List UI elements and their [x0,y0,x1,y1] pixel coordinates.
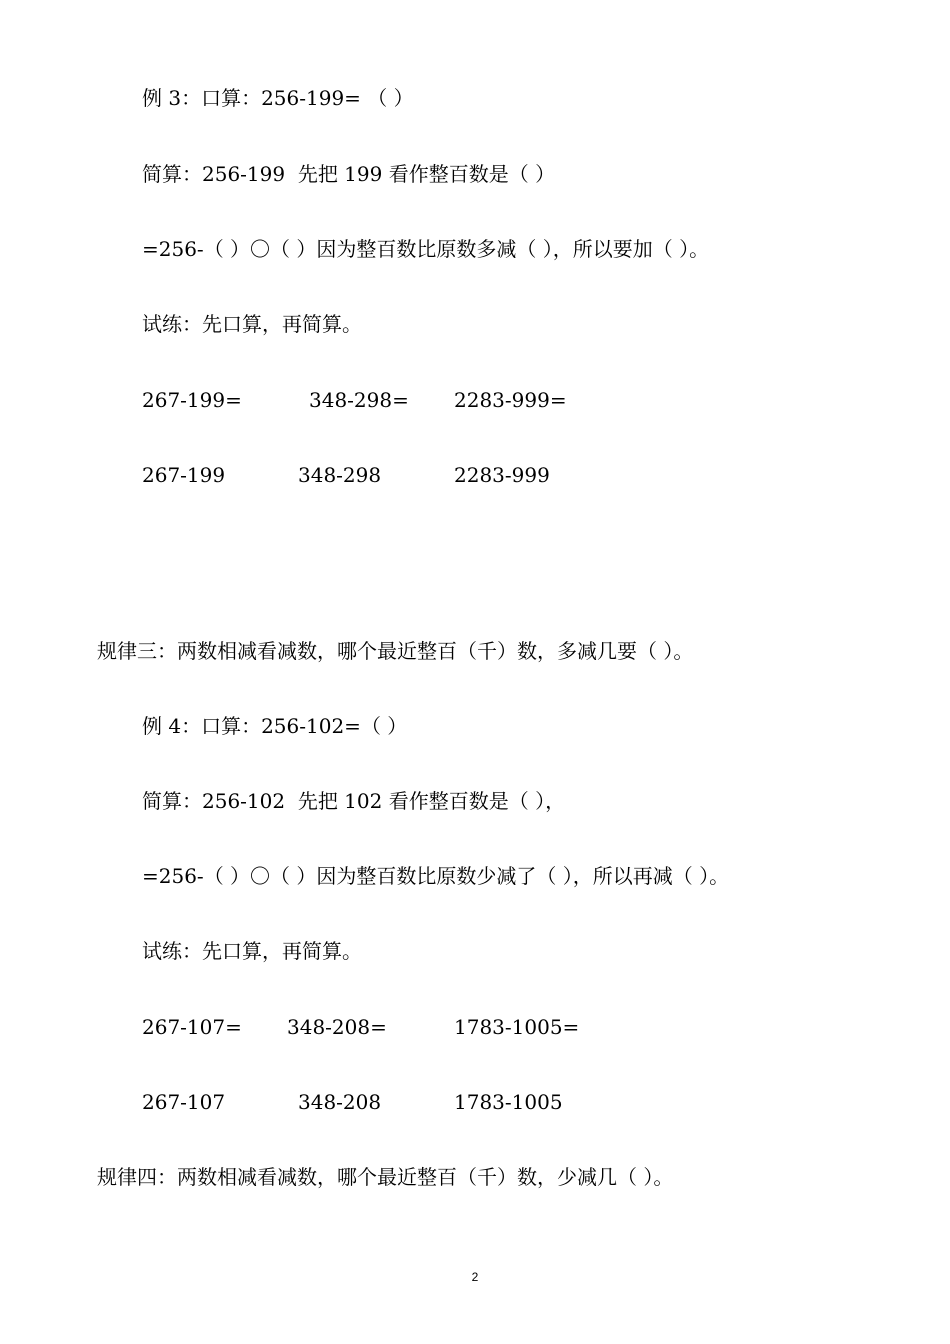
example4-question: 例 4：口算：256-102=（ ） [142,714,408,738]
rule-four: 规律四：两数相减看减数，哪个最近整百（千）数，少减几（ ）。 [97,1165,674,1189]
example3-explanation: =256-（ ）〇（ ）因为整百数比原数多减（ ），所以要加（ ）。 [142,237,710,261]
example4-explanation: =256-（ ）〇（ ）因为整百数比原数少减了（ ），所以再减（ ）。 [142,864,730,888]
example4-exercise-2: 348-208= [287,1015,387,1039]
example3-simplify-3: 2283-999 [454,463,550,487]
example4-practice-label: 试练：先口算，再简算。 [142,939,362,963]
example3-simplify: 简算：256-199 先把 199 看作整百数是（ ） [142,162,556,186]
example4-simplify-2: 348-208 [298,1090,382,1114]
example4-exercise-3: 1783-1005= [454,1015,580,1039]
example3-exercise-3: 2283-999= [454,388,567,412]
example4-simplify-3: 1783-1005 [454,1090,563,1114]
example3-exercise-2: 348-298= [309,388,409,412]
example4-exercise-1: 267-107= [142,1015,242,1039]
example3-question: 例 3：口算：256-199= （ ） [142,86,414,110]
example3-simplify-1: 267-199 [142,463,226,487]
example4-simplify-1: 267-107 [142,1090,226,1114]
rule-three: 规律三：两数相减看减数，哪个最近整百（千）数，多减几要（ ）。 [97,639,694,663]
page-number: 2 [471,1270,479,1284]
example3-exercise-1: 267-199= [142,388,242,412]
example3-simplify-2: 348-298 [298,463,382,487]
example4-simplify: 简算：256-102 先把 102 看作整百数是（ ）， [142,789,566,813]
example3-practice-label: 试练：先口算，再简算。 [142,312,362,336]
